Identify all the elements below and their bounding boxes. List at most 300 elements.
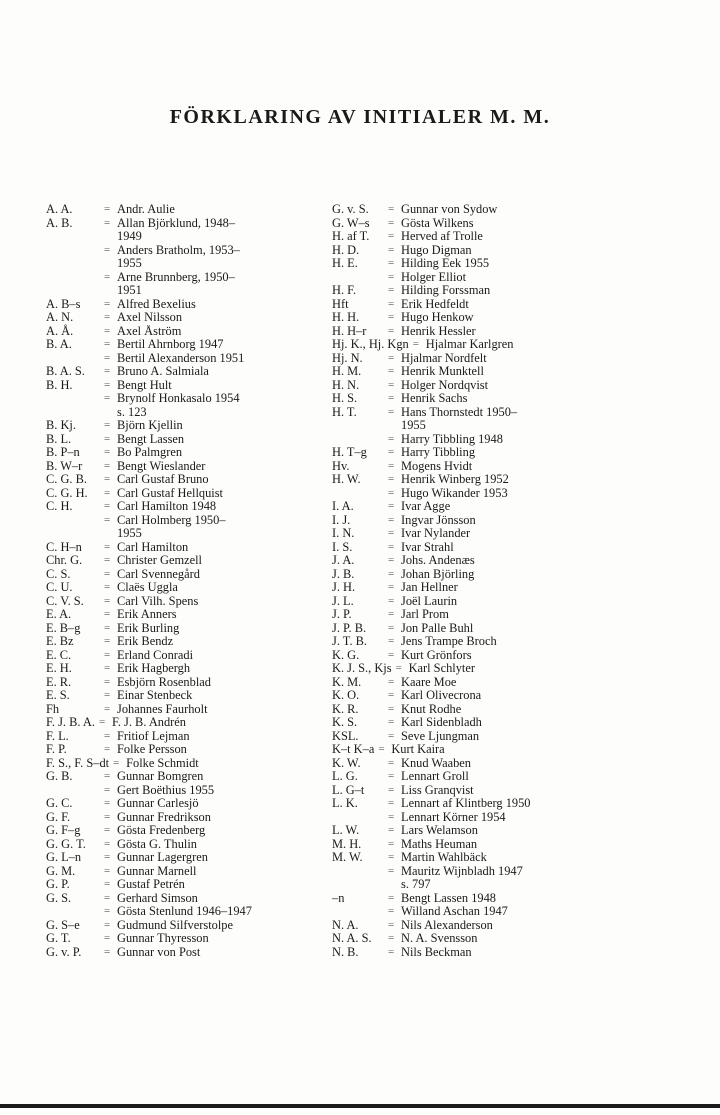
entry-name: Erik Burling — [117, 621, 180, 635]
equals-sign: = — [388, 716, 395, 728]
entry-row — [46, 244, 326, 258]
entry-row — [332, 271, 604, 285]
entry-row — [332, 689, 604, 703]
equals-sign: = — [388, 810, 395, 823]
equals-sign: = — [388, 581, 395, 593]
entry-name: Gösta Fredenberg — [117, 824, 206, 837]
equals-sign: = — [388, 945, 395, 958]
entry-name: 1949 — [117, 230, 142, 243]
entry-abbreviation: H. T–g — [332, 445, 367, 459]
entry-row — [46, 298, 326, 312]
entry-name: Jon Palle Buhl — [401, 621, 474, 635]
entry-abbreviation: B. W–r — [46, 458, 83, 473]
entry-name: Carl Hamilton 1948 — [117, 500, 217, 513]
equals-sign: = — [388, 243, 395, 256]
entry-abbreviation: G. W–s — [332, 215, 370, 230]
entry-abbreviation: B. P–n — [46, 445, 80, 459]
equals-sign: = — [388, 851, 395, 863]
equals-sign: = — [104, 324, 111, 337]
equals-sign: = — [104, 365, 111, 377]
entry-abbreviation: C. S. — [46, 566, 71, 581]
entry-name: Kaare Moe — [401, 675, 457, 689]
entry-abbreviation: K. R. — [332, 701, 359, 716]
entry-row — [332, 244, 604, 258]
entry-abbreviation: –n — [332, 890, 345, 905]
entry-row — [46, 514, 326, 528]
entry-row — [46, 622, 326, 636]
entry-name: Liss Granqvist — [401, 783, 474, 797]
equals-sign: = — [388, 689, 395, 701]
entry-abbreviation: K. O. — [332, 688, 360, 702]
entry-name: Gösta Stenlund 1946–1947 — [117, 905, 252, 918]
entry-row — [46, 730, 326, 744]
equals-sign: = — [104, 851, 111, 863]
entry-row — [332, 460, 604, 474]
entry-row — [332, 352, 604, 366]
equals-sign: = — [104, 297, 111, 310]
entry-abbreviation — [332, 811, 388, 825]
entry-row — [46, 932, 326, 946]
entry-row — [46, 325, 326, 339]
entry-row — [332, 406, 604, 420]
equals-sign: = — [104, 554, 111, 566]
entry-row — [332, 622, 604, 636]
equals-sign: = — [104, 270, 111, 283]
entry-row — [46, 811, 326, 825]
entry-name: Willand Aschan 1947 — [401, 905, 508, 918]
equals-sign: = — [104, 905, 111, 917]
equals-sign: = — [104, 932, 111, 944]
entry-name: Holger Elliot — [401, 270, 467, 284]
entry-abbreviation — [46, 244, 104, 258]
entry-abbreviation: I. N. — [332, 526, 355, 540]
entry-abbreviation: B. L. — [46, 431, 72, 446]
equals-sign: = — [104, 702, 111, 715]
entry-row — [332, 284, 604, 298]
entry-abbreviation: M. W. — [332, 850, 363, 864]
entry-row — [46, 554, 326, 568]
entry-row — [332, 230, 604, 244]
equals-sign: = — [388, 527, 395, 539]
entry-abbreviation: Hft — [332, 296, 349, 311]
equals-sign: = — [104, 486, 111, 499]
entry-abbreviation: N. A. — [332, 917, 359, 932]
equals-sign: = — [104, 945, 111, 958]
entry-name: Andr. Aulie — [117, 203, 175, 216]
entry-abbreviation: G. T. — [46, 931, 71, 945]
equals-sign: = — [388, 648, 395, 661]
entry-abbreviation: G. P. — [46, 877, 70, 891]
entry-name: Bengt Lassen — [117, 432, 185, 446]
entry-abbreviation: B. Kj. — [46, 418, 76, 432]
entry-name: Knut Rodhe — [401, 702, 462, 716]
entry-abbreviation: I. A. — [332, 499, 354, 513]
entry-name: Gunnar von Sydow — [401, 203, 498, 216]
entry-row — [332, 433, 604, 447]
entry-abbreviation: G. M. — [46, 863, 76, 878]
equals-sign: = — [104, 864, 111, 877]
equals-sign: = — [104, 783, 111, 796]
entry-name: Harry Tibbling 1948 — [401, 432, 503, 446]
equals-sign: = — [104, 567, 111, 580]
entry-name: Brynolf Honkasalo 1954 — [117, 392, 240, 405]
equals-sign: = — [388, 446, 395, 458]
entry-row — [332, 743, 604, 757]
equals-sign: = — [388, 297, 395, 310]
entry-abbreviation: C. V. S. — [46, 593, 84, 608]
entry-name: Esbjörn Rosenblad — [117, 675, 211, 689]
entry-row — [46, 716, 326, 730]
entry-row — [46, 433, 326, 447]
entry-row — [46, 406, 326, 420]
entry-name: Bengt Hult — [117, 378, 172, 392]
entry-row — [46, 230, 326, 244]
entry-name: Allan Björklund, 1948– — [117, 216, 236, 230]
equals-sign: = — [388, 230, 395, 242]
equals-sign: = — [104, 824, 111, 836]
entry-abbreviation: K–t K–a — [332, 742, 375, 756]
entry-name: Gunnar Fredrikson — [117, 810, 211, 824]
entry-name: Gudmund Silfverstolpe — [117, 918, 233, 932]
equals-sign: = — [388, 608, 395, 620]
entry-name: Hugo Wikander 1953 — [401, 486, 508, 500]
entry-row — [46, 770, 326, 784]
entry-row — [46, 784, 326, 798]
entry-name: Lennart Körner 1954 — [401, 810, 506, 824]
equals-sign: = — [388, 675, 395, 688]
equals-sign — [388, 419, 401, 433]
entry-name: Björn Kjellin — [117, 419, 183, 432]
entry-name: Gunnar Lagergren — [117, 851, 208, 864]
entry-abbreviation: A. A. — [46, 202, 73, 216]
entry-name: Ivar Strahl — [401, 540, 454, 554]
entry-name: Kurt Grönfors — [401, 648, 472, 662]
entry-abbreviation: A. Å. — [46, 323, 74, 338]
entry-name: Maths Heuman — [401, 837, 478, 851]
entry-name: Karl Olivecrona — [401, 689, 482, 702]
entry-row — [46, 608, 326, 622]
entry-row — [332, 298, 604, 312]
entry-name: Kurt Kaira — [391, 743, 445, 756]
entry-row — [332, 500, 604, 514]
equals-sign: = — [395, 662, 402, 674]
entry-name: Ivar Nylander — [401, 527, 471, 540]
entry-row — [332, 325, 604, 339]
entry-row — [332, 568, 604, 582]
equals-sign: = — [104, 770, 111, 782]
entry-abbreviation: E. C. — [46, 647, 72, 662]
equals-sign: = — [388, 729, 395, 742]
entry-name: Jan Hellner — [401, 581, 458, 594]
entry-row — [46, 595, 326, 609]
entry-name: 1951 — [117, 284, 142, 297]
entry-name: Hans Thornstedt 1950– — [401, 405, 518, 419]
entry-abbreviation: E. H. — [46, 661, 72, 675]
entry-row — [332, 946, 604, 960]
entry-name: Hugo Henkow — [401, 311, 474, 324]
entry-abbreviation: C. H–n — [46, 539, 82, 554]
equals-sign: = — [388, 284, 395, 296]
entry-row — [46, 541, 326, 555]
equals-sign — [104, 284, 117, 298]
entry-name: Folke Schmidt — [126, 756, 199, 770]
entry-abbreviation — [332, 433, 388, 447]
entry-name: Jens Trampe Broch — [401, 635, 497, 648]
entry-name: s. 797 — [401, 878, 431, 891]
entry-name: Arne Brunnberg, 1950– — [117, 270, 235, 284]
entry-row — [332, 716, 604, 730]
equals-sign: = — [113, 756, 120, 769]
equals-sign: = — [378, 743, 385, 755]
equals-sign: = — [388, 554, 395, 566]
entry-abbreviation: H. N. — [332, 377, 360, 392]
entry-abbreviation: J. H. — [332, 580, 356, 594]
entry-name: Gustaf Petrén — [117, 878, 185, 891]
equals-sign: = — [104, 918, 111, 931]
entry-name: Carl Gustaf Bruno — [117, 473, 209, 486]
entry-name: Henrik Sachs — [401, 392, 468, 405]
equals-sign: = — [104, 743, 111, 755]
entry-name: Carl Holmberg 1950– — [117, 513, 226, 527]
entry-row — [46, 338, 326, 352]
equals-sign: = — [104, 689, 111, 701]
entry-abbreviation: E. R. — [46, 674, 72, 689]
equals-sign: = — [104, 891, 111, 904]
entry-abbreviation: K. W. — [332, 755, 361, 770]
entry-row — [332, 784, 604, 798]
entry-row — [46, 487, 326, 501]
entry-row — [332, 703, 604, 717]
equals-sign: = — [104, 837, 111, 850]
entry-abbreviation: I. J. — [332, 512, 351, 527]
entry-name: Hjalmar Karlgren — [425, 338, 514, 351]
entry-abbreviation: L. W. — [332, 823, 360, 837]
equals-sign: = — [104, 797, 111, 809]
entry-abbreviation: N. B. — [332, 944, 359, 959]
entry-name: Axel Nilsson — [117, 311, 183, 324]
entry-row — [332, 365, 604, 379]
entry-name: 1955 — [117, 527, 142, 540]
entry-row — [46, 460, 326, 474]
entry-abbreviation: Fh — [46, 701, 60, 716]
entry-row — [332, 838, 604, 852]
equals-sign: = — [104, 243, 111, 256]
equals-sign: = — [104, 216, 111, 229]
entry-row — [332, 217, 604, 231]
equals-sign: = — [104, 311, 111, 323]
entry-abbreviation — [46, 527, 104, 541]
equals-sign — [388, 878, 401, 892]
entry-name: s. 123 — [117, 405, 147, 419]
entry-abbreviation: E. A. — [46, 607, 72, 621]
entry-name: Alfred Bexelius — [117, 297, 196, 311]
entry-abbreviation: H. E. — [332, 256, 358, 270]
entry-name: Gösta G. Thulin — [117, 837, 197, 851]
entry-abbreviation: A. B. — [46, 215, 73, 230]
entry-name: Gunnar von Post — [117, 945, 201, 959]
entry-row — [46, 217, 326, 231]
equals-sign: = — [388, 621, 395, 634]
equals-sign: = — [388, 770, 395, 782]
entry-row — [332, 797, 604, 811]
entry-row — [46, 271, 326, 285]
entry-row — [46, 865, 326, 879]
entry-abbreviation: Chr. G. — [46, 553, 83, 567]
entry-name: Knud Waaben — [401, 756, 471, 770]
entry-row — [332, 932, 604, 946]
entry-abbreviation: G. B. — [46, 769, 73, 783]
equals-sign: = — [388, 365, 395, 377]
entry-row — [46, 797, 326, 811]
entry-name: Erik Bendz — [117, 635, 174, 648]
equals-sign: = — [388, 405, 395, 418]
equals-sign: = — [388, 905, 395, 917]
entry-abbreviation: K. S. — [332, 715, 358, 729]
entry-abbreviation: K. M. — [332, 674, 362, 689]
entry-abbreviation: G. C. — [46, 796, 73, 810]
entry-name: Mauritz Wijnbladh 1947 — [401, 864, 523, 878]
equals-sign: = — [388, 932, 395, 944]
entry-row — [332, 824, 604, 838]
entry-name: Joël Laurin — [401, 594, 458, 608]
equals-sign: = — [388, 311, 395, 323]
entry-row — [46, 838, 326, 852]
entry-name: Nils Alexanderson — [401, 918, 493, 932]
entry-row — [332, 730, 604, 744]
entry-row — [332, 487, 604, 501]
entry-abbreviation: C. H. — [46, 499, 73, 513]
entry-row — [46, 649, 326, 663]
equals-sign: = — [388, 324, 395, 337]
equals-sign: = — [104, 419, 111, 431]
entry-name: Seve Ljungman — [401, 729, 480, 743]
entry-name: Bo Palmgren — [117, 446, 183, 459]
entry-row — [46, 689, 326, 703]
entry-abbreviation: Hj. K., Hj. Kgn — [332, 337, 409, 351]
entry-name: Harry Tibbling — [401, 446, 476, 459]
entry-row — [46, 743, 326, 757]
entry-name: Erland Conradi — [117, 648, 194, 662]
equals-sign: = — [388, 459, 395, 472]
entry-name: Johan Björling — [401, 567, 475, 581]
equals-sign: = — [388, 257, 395, 269]
entry-name: Bengt Lassen 1948 — [401, 891, 496, 905]
entry-name: Ingvar Jönsson — [401, 513, 476, 527]
equals-sign — [104, 527, 117, 541]
entry-abbreviation: G. G. T. — [46, 836, 86, 851]
entry-row — [46, 878, 326, 892]
entry-row — [46, 392, 326, 406]
entry-abbreviation: H. af T. — [332, 229, 370, 243]
entry-row — [46, 203, 326, 217]
entry-name: Johs. Andenæs — [401, 554, 475, 567]
entry-abbreviation — [332, 419, 388, 433]
entry-abbreviation: J. T. B. — [332, 634, 367, 648]
entry-abbreviation — [332, 905, 388, 919]
entry-name: Henrik Winberg 1952 — [401, 473, 509, 486]
entry-abbreviation: Hv. — [332, 458, 350, 473]
entry-name: 1955 — [401, 419, 426, 432]
entry-abbreviation — [46, 271, 104, 285]
entry-name: Einar Stenbeck — [117, 689, 193, 702]
entry-abbreviation — [332, 878, 388, 892]
entry-row — [46, 311, 326, 325]
entry-name: Carl Svennegård — [117, 567, 200, 581]
entry-abbreviation: G. S. — [46, 890, 72, 905]
entry-name: Gunnar Carlesjö — [117, 797, 199, 810]
entry-row — [46, 824, 326, 838]
equals-sign: = — [104, 878, 111, 890]
entry-abbreviation: K. J. S., Kjs — [332, 661, 392, 675]
entry-name: Henrik Hessler — [401, 324, 476, 338]
entry-row — [332, 554, 604, 568]
entry-abbreviation: KSL. — [332, 728, 359, 743]
equals-sign: = — [388, 824, 395, 836]
equals-sign: = — [104, 351, 111, 364]
entry-abbreviation: I. S. — [332, 539, 353, 554]
equals-sign: = — [388, 797, 395, 809]
entry-row — [332, 865, 604, 879]
equals-sign: = — [388, 432, 395, 445]
entry-row — [46, 284, 326, 298]
equals-sign: = — [412, 338, 419, 350]
entry-name: F. J. B. Andrén — [111, 716, 186, 729]
entry-row — [46, 892, 326, 906]
entry-row — [46, 851, 326, 865]
entry-row — [46, 419, 326, 433]
entry-abbreviation: H. D. — [332, 242, 360, 257]
entry-abbreviation: H. F. — [332, 283, 357, 297]
entry-name: Mogens Hvidt — [401, 459, 473, 473]
entry-row — [46, 905, 326, 919]
equals-sign: = — [388, 473, 395, 485]
equals-sign: = — [388, 783, 395, 796]
entry-abbreviation — [46, 257, 104, 271]
entry-abbreviation: G. S–e — [46, 917, 80, 932]
entry-abbreviation: J. P. — [332, 607, 352, 621]
entry-abbreviation — [46, 406, 104, 420]
entry-row — [46, 352, 326, 366]
entry-row — [46, 257, 326, 271]
equals-sign: = — [388, 203, 395, 215]
entry-row — [332, 811, 604, 825]
entry-name: Herved af Trolle — [401, 230, 483, 243]
equals-sign: = — [104, 203, 111, 215]
entry-name: Henrik Munktell — [401, 365, 484, 378]
entry-abbreviation: B. A. — [46, 337, 72, 351]
entry-abbreviation — [46, 514, 104, 528]
equals-sign — [104, 230, 117, 244]
equals-sign: = — [104, 540, 111, 553]
equals-sign: = — [388, 702, 395, 715]
entry-row — [332, 338, 604, 352]
entry-abbreviation: A. N. — [46, 310, 74, 324]
entry-name: Hilding Eek 1955 — [401, 257, 490, 270]
entry-name: Christer Gemzell — [117, 554, 202, 567]
entry-name: Erik Hagbergh — [117, 662, 191, 675]
entry-name: Bertil Alexanderson 1951 — [117, 351, 245, 365]
entry-name: Gunnar Marnell — [117, 864, 197, 878]
equals-sign: = — [104, 635, 111, 647]
entry-row — [332, 311, 604, 325]
entry-name: Carl Hamilton — [117, 540, 189, 554]
entry-name: Johannes Faurholt — [117, 702, 208, 716]
equals-sign: = — [98, 716, 106, 728]
entry-row — [46, 568, 326, 582]
equals-sign: = — [388, 594, 395, 607]
entry-abbreviation — [332, 487, 388, 501]
entry-name: Holger Nordqvist — [401, 378, 489, 392]
